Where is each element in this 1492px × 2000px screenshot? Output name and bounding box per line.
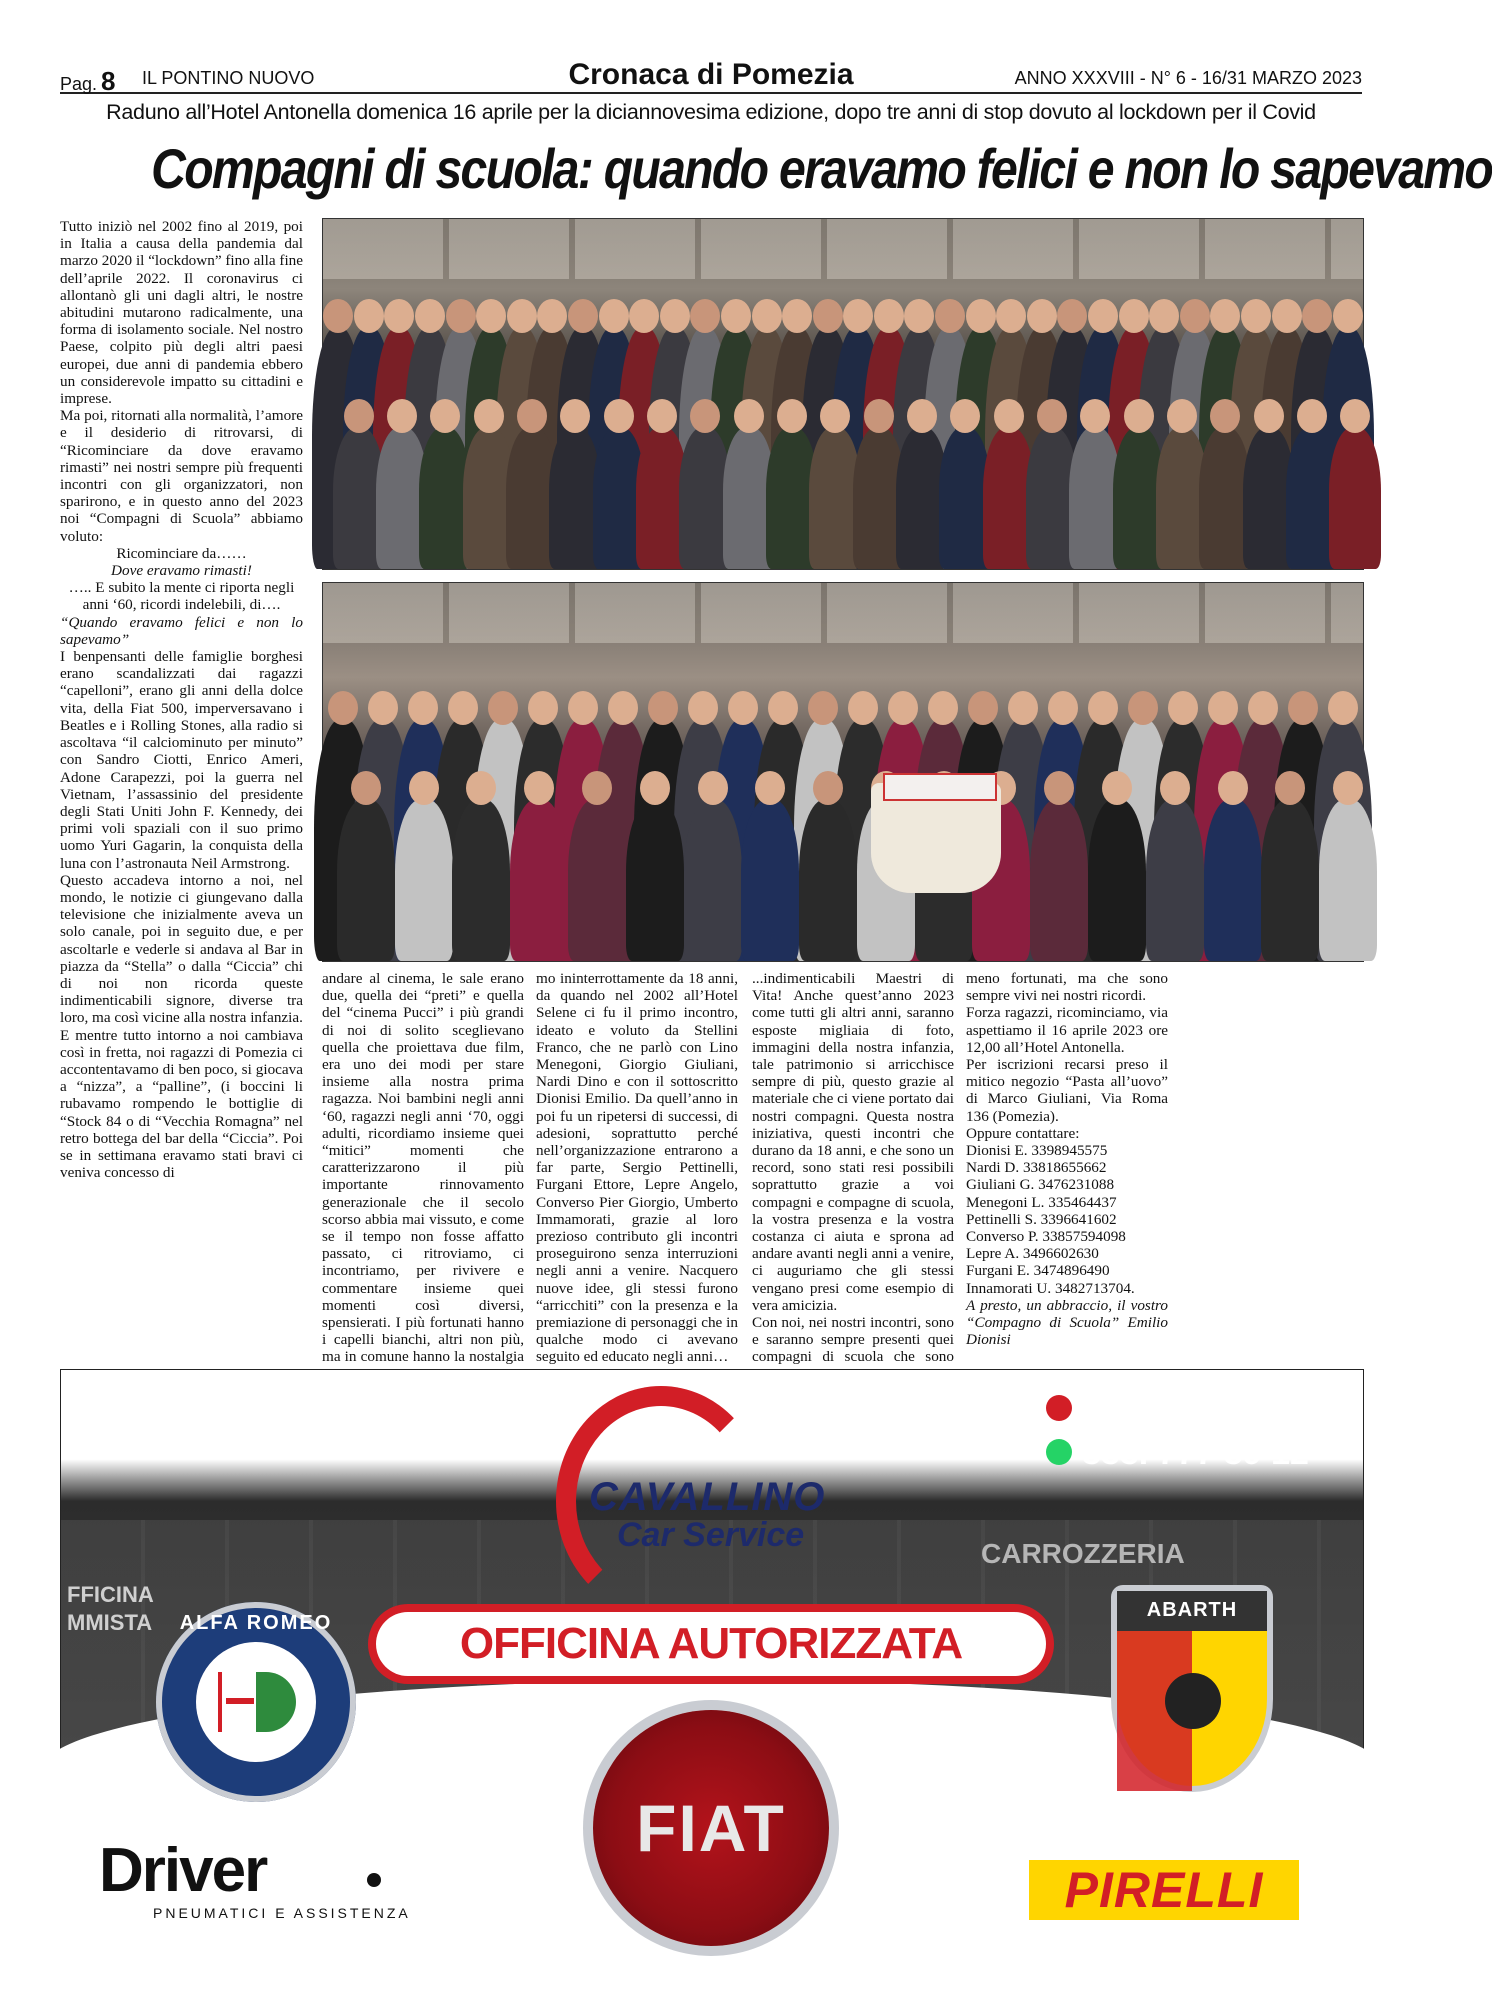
issue-info: ANNO XXXVIII - N° 6 - 16/31 MARZO 2023 [1014, 68, 1362, 88]
person-head [1128, 691, 1158, 725]
page-number: Pag. 8 [60, 66, 116, 96]
person-head [448, 691, 478, 725]
person-silhouette [1329, 427, 1381, 569]
person-head [1048, 691, 1078, 725]
person-head [387, 399, 417, 433]
paragraph: ….. E subito la mente ci riporta negli anni ‘60, ricordi indelebili, di…. [68, 579, 295, 614]
person-head [752, 299, 782, 333]
person-head [1254, 399, 1284, 433]
person-head [446, 299, 476, 333]
person-head [368, 691, 398, 725]
person-head [1102, 771, 1132, 805]
ad-city: 00071 POMEZIA (RM) [113, 1430, 334, 1455]
ad-address: VIA NARO, 118 [93, 1390, 332, 1428]
paragraph: Forza ragazzi, ricominciamo, via aspettiamo il 16 aprile 2023 ore 12,00 all’Hotel Antonella. [966, 1004, 1168, 1056]
person-head [904, 299, 934, 333]
person-head [604, 399, 634, 433]
person-head [409, 771, 439, 805]
driver-logo: Driver [99, 1836, 267, 1905]
photo-background-wall [323, 583, 1363, 643]
car-service-advertisement [60, 1369, 1364, 1967]
person-silhouette [337, 799, 395, 961]
person-head [351, 771, 381, 805]
person-head [935, 299, 965, 333]
person-head [568, 299, 598, 333]
group-photo-men [322, 218, 1364, 570]
person-silhouette [1261, 799, 1319, 961]
person-head [907, 399, 937, 433]
fiat-text: FIAT [636, 1791, 786, 1865]
contact-item: Giuliani G. 3476231088 [966, 1176, 1115, 1194]
person-silhouette [510, 799, 568, 961]
person-head [1167, 399, 1197, 433]
paragraph: I benpensanti delle famiglie borghesi erano scandalizzati dai ragazzi “capelloni”, erano gli anni della dolce vita, della Fiat 500, imperversavano i Beatles e i Rolling Stones, alla radio si ascoltava “il calciominuto per minuto” con Sandro Ciotti, Enrico Ameri, Adone Carapezzi, poi la guerra nel Vietnam, l’assassinio del presidente degli Stati Uniti John F. Kennedy, dei primi voli spaziali con il suo primo uomo Yuri Gagarin, la conquista della luna con l’astronauta Neil Armstrong. [60, 648, 303, 872]
section-title: Cronaca di Pomezia [568, 58, 854, 91]
person-silhouette [626, 799, 684, 961]
person-head [690, 299, 720, 333]
person-silhouette [1204, 799, 1262, 961]
person-head [1210, 299, 1240, 333]
person-head [1160, 771, 1190, 805]
person-head [599, 299, 629, 333]
fiat-logo [593, 1710, 829, 1946]
photo-crowd [323, 661, 1363, 961]
person-head [582, 771, 612, 805]
person-head [698, 771, 728, 805]
person-head [1208, 691, 1238, 725]
person-head [721, 299, 751, 333]
person-head [660, 299, 690, 333]
person-head [1241, 299, 1271, 333]
person-head [848, 691, 878, 725]
paragraph: mo ininterrottamente da 18 anni, da quando nel 2002 all’Hotel Selene ci fu il primo incontro, ideato e voluto da Stellini Franco, che ne parlò con Lino Menegoni, Giorgio Giuliani, Nardi Dino e con il sottoscritto Dionisi Emilio. Da quell’anno in poi fu un ripetersi di successi, di adesioni, soprattutto perché nell’organizzazione entrarono a far parte, Sergio Pettinelli, Furgani Ettore, Lepre Angelo, Converso Pier Giorgio, Umberto Immamorati, grazie al loro prezioso contributo gli incontri proseguirono senza interruzioni negli anni a venire. Nacquero nuove idee, gli stessi furono “arricchiti” con la presenza e la premiazione di personaggi che in qualche modo ci avevano seguito ed educato negli anni… [536, 970, 738, 1366]
page-header [60, 58, 1362, 94]
person-head [688, 691, 718, 725]
person-head [966, 299, 996, 333]
person-head [888, 691, 918, 725]
person-head [328, 691, 358, 725]
paragraph: meno fortunati, ma che sono sempre vivi nei nostri ricordi. [966, 970, 1168, 1005]
person-head [734, 399, 764, 433]
pirelli-logo: PIRELLI [1029, 1860, 1299, 1920]
person-head [608, 691, 638, 725]
photo-crowd [323, 279, 1363, 569]
person-silhouette [1088, 799, 1146, 961]
person-head [384, 299, 414, 333]
abarth-logo [1111, 1585, 1273, 1792]
person-head [474, 399, 504, 433]
article-kicker: Raduno all’Hotel Antonella domenica 16 aprile per la diciannovesima edizione, dopo tre anni di stop dovuto al lockdown per il Covid [106, 100, 1316, 124]
person-head [994, 399, 1024, 433]
person-silhouette [741, 799, 799, 961]
article-column-3 [536, 970, 738, 1366]
paragraph: Oppure contattare: [966, 1124, 1080, 1142]
person-silhouette [1146, 799, 1204, 961]
person-head [728, 691, 758, 725]
alfa-romeo-logo [156, 1602, 356, 1802]
person-head [1272, 299, 1302, 333]
person-head [1288, 691, 1318, 725]
person-head [408, 691, 438, 725]
person-head [323, 299, 353, 333]
contact-item: Converso P. 33857594098 [966, 1228, 1126, 1246]
contact-item: Menegoni L. 335464437 [966, 1193, 1117, 1211]
person-head [1218, 771, 1248, 805]
person-head [768, 691, 798, 725]
person-silhouette [452, 799, 510, 961]
paragraph: andare al cinema, le sale erano due, quella dei “preti” e quella del “cinema Pucci” i più grandi di noi di solito sceglievano quella che proiettava due film, era uno dei modi per stare insieme alla nostra prima ragazza. Noi bambini negli anni ‘60, ragazzi negli anni ‘70, oggi adulti, ricordiamo insieme quei “mitici” momenti che caratterizzarono il più importante rinnovamento generazionale che il secolo scorso abbia mai vissuto, e come se il tempo non fosse affatto passato, ci ritroviamo, ci incontriamo, per rivivere e commentare insieme quei momenti così diversi, spensierati. I più fortunati hanno i capelli bianchi, altri non più, ma in comune hanno la nostalgia [322, 970, 524, 1366]
person-head [1149, 299, 1179, 333]
brand-car-service: Car Service [617, 1516, 805, 1554]
whatsapp-icon [1046, 1439, 1072, 1465]
contact-item: Nardi D. 33818655662 [966, 1159, 1107, 1177]
photo-background-wall [323, 219, 1363, 279]
person-head [507, 299, 537, 333]
person-head [874, 299, 904, 333]
officina-autorizzata-banner: OFFICINA AUTORIZZATA [376, 1612, 1046, 1676]
person-head [517, 399, 547, 433]
person-head [1124, 399, 1154, 433]
person-silhouette [799, 799, 857, 961]
person-head [968, 691, 998, 725]
paragraph: ...indimenticabili Maestri di Vita! Anche quest’anno 2023 come tutti gli altri anni, saranno esposte migliaia di foto, immagini della nostra infanzia, tale patrimonio si arricchisce sempre di più, questo grazie al materiale che ci viene portato dai nostri compagni. Questa nostra iniziativa, questi incontri che durano da 18 anni, e che sono un record, sono stati resi possibili soprattutto grazie a voi compagni e compagne di scuola, la vostra presenza e la vostra costanza ci aiuta e sprona ad andare avanti negli anni a venire, ci auguriamo che gli stessi vengano presi come esempio di vera amicizia. [752, 970, 954, 1314]
person-head [782, 299, 812, 333]
person-head [537, 299, 567, 333]
person-head [415, 299, 445, 333]
person-silhouette [684, 799, 742, 961]
paragraph: Questo accadeva intorno a noi, nel mondo, le notizie ci giungevano dalla televisione che inizialmente aveva un solo canale, poi in seguito due, e per ascoltarle e vederle si andava al Bar in piazza da “Stella” o dalla “Ciccia” chi di noi non ricorda queste indimenticabili signore, diverse tra loro, ma così vicine alla nostra infanzia. [60, 871, 303, 1027]
contact-item: Lepre A. 3496602630 [966, 1245, 1099, 1263]
person-head [488, 691, 518, 725]
person-head [1057, 299, 1087, 333]
person-head [808, 691, 838, 725]
paragraph: E mentre tutto intorno a noi cambiava così in fretta, noi ragazzi di Pomezia ci accontentavamo di ben poco, si giocava a “nizza”, a “palline”, (i boccini li rubavamo rompendo le bottiglie di “Stock 84 o di “Vecchia Romagna” nel retro bottega del bar della “Ciccia”. Poi se in settimana eravamo stati bravi ci veniva concesso di [60, 1026, 303, 1182]
person-head [648, 691, 678, 725]
group-photo-women [322, 582, 1364, 962]
person-head [1297, 399, 1327, 433]
cake [883, 773, 997, 801]
ad-phone-landline: 06 91 25 13 69 [1046, 1390, 1309, 1429]
person-head [1027, 299, 1057, 333]
article-column-5 [966, 970, 1168, 1360]
paragraph: Ricominciare da…… [116, 544, 247, 562]
contact-item: Innamorati U. 3482713704. [966, 1279, 1135, 1297]
article-column-4 [752, 970, 954, 1366]
paragraph: Per iscrizioni recarsi preso il mitico negozio “Pasta all’uovo” di Marco Giuliani, Via Roma 136 (Pomezia). [966, 1056, 1168, 1125]
person-head [813, 299, 843, 333]
person-silhouette [395, 799, 453, 961]
contact-item: Furgani E. 3474896490 [966, 1262, 1110, 1280]
contact-item: Dionisi E. 3398945575 [966, 1142, 1108, 1160]
person-head [1328, 691, 1358, 725]
article-column-2 [322, 970, 524, 1366]
person-head [1044, 771, 1074, 805]
paragraph: Dove eravamo rimasti! [111, 562, 252, 580]
person-head [568, 691, 598, 725]
article-column-1 [60, 218, 303, 1360]
person-head [640, 771, 670, 805]
person-head [928, 691, 958, 725]
person-head [524, 771, 554, 805]
brand-cavallino: CAVALLINO [589, 1475, 826, 1519]
person-silhouette [1030, 799, 1088, 961]
contact-list [966, 1142, 1168, 1297]
person-head [813, 771, 843, 805]
person-head [1333, 299, 1363, 333]
sign-officina-left: FFICINA [67, 1582, 154, 1607]
paragraph: “Quando eravamo felici e non lo sapevamo” [60, 613, 303, 648]
newspaper-name: IL PONTINO NUOVO [142, 68, 315, 88]
article-headline: Compagni di scuola: quando eravamo felici e non lo sapevamo [151, 137, 1492, 200]
person-head [528, 691, 558, 725]
phone-icon [1046, 1395, 1072, 1421]
person-head [1248, 691, 1278, 725]
person-head [1302, 299, 1332, 333]
person-head [1168, 691, 1198, 725]
driver-subtitle: PNEUMATICI E ASSISTENZA [153, 1905, 411, 1921]
person-silhouette [568, 799, 626, 961]
person-head [354, 299, 384, 333]
person-head [996, 299, 1026, 333]
paragraph: Ma poi, ritornati alla normalità, l’amore e il desiderio di ritrovarsi, di “Ricominciare da dove eravamo rimasti” nei nostri sempre più frequenti incontri con gli organizzatori, non sparirono, e in questo anno del 2023 noi “Compagni di Scuola” abbiamo voluto: [60, 407, 303, 545]
person-head [1119, 299, 1149, 333]
person-head [1180, 299, 1210, 333]
paragraph: Tutto iniziò nel 2002 fino al 2019, poi in Italia a causa della pandemia dal marzo 2020 il “lockdown” fino alla fine dell’aprile 2022. Il coronavirus ci allontanò gli uni dagli altri, le nostre abitudini mutarono radicalmente, una forma di isolamento sociale. Nel nostro Paese, colpito più degli altri paesi europei, due anni di pandemia ebbero un considerevole impatto su cittadini e imprese. [60, 218, 303, 408]
person-head [629, 299, 659, 333]
contact-item: Pettinelli S. 3396641602 [966, 1210, 1117, 1228]
person-head [344, 399, 374, 433]
sign-officina-left-2: MMISTA [67, 1610, 153, 1635]
person-head [864, 399, 894, 433]
person-silhouette [1319, 799, 1377, 961]
person-head [1037, 399, 1067, 433]
person-head [476, 299, 506, 333]
person-head [843, 299, 873, 333]
person-head [1088, 299, 1118, 333]
abarth-text: ABARTH [1146, 1599, 1238, 1621]
person-head [647, 399, 677, 433]
driver-dot-icon [367, 1873, 381, 1887]
paragraph: Con noi, nei nostri incontri, sono e saranno sempre presenti quei compagni di scuola che sono [752, 1314, 954, 1366]
alfa-romeo-text: ALFA ROMEO [179, 1612, 333, 1634]
sign-carrozzeria: CARROZZERIA [981, 1538, 1185, 1569]
person-head [777, 399, 807, 433]
person-head [1008, 691, 1038, 725]
person-head [1333, 771, 1363, 805]
person-head [1088, 691, 1118, 725]
signature: A presto, un abbraccio, il vostro “Compagno di Scuola” Emilio Dionisi [966, 1296, 1168, 1349]
ad-phone-mobile: 333. 777 39 12 [1046, 1434, 1309, 1473]
